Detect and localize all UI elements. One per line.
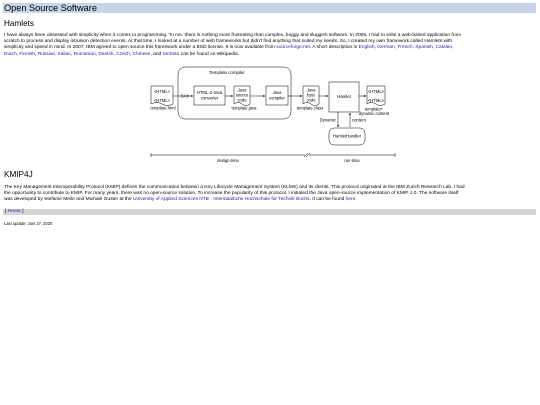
dynamic-label: Dynamic [319, 117, 336, 123]
lang-italian-link[interactable]: Italian [57, 51, 71, 57]
hamlets-heading: Hamlets [4, 19, 35, 28]
lang-spanish-link[interactable]: Spanish [415, 45, 433, 51]
kmip-here-link[interactable]: here [345, 197, 356, 203]
last-update: Last update: Juni 27, 2020 [4, 221, 53, 226]
template-compiler-label: Template compiler [209, 70, 245, 75]
sep: , and [150, 51, 162, 57]
sep: , [394, 45, 397, 51]
hamlets-line-3-after: . A short description in [309, 45, 358, 51]
converter-label-2: converter [200, 95, 219, 101]
lang-russian-link[interactable]: Russian [37, 51, 56, 57]
hamlets-line-1: I have always been obsessed with simplicity when it comes to programming. To me, there is nothing more frustrating than complex, buggy and sluggish software. In 2005, I had to write a web-based application from [4, 33, 462, 38]
sep: , [16, 51, 19, 57]
lang-catalan-link[interactable]: Catalan [435, 45, 453, 51]
html-tag-bottom: <HTML> [153, 98, 171, 103]
lang-romanian-link[interactable]: Romanian [73, 51, 96, 57]
page-title: Open Source Software [3, 3, 536, 13]
sax-label: SAX [180, 93, 190, 99]
lang-french-link[interactable]: French [397, 45, 413, 51]
home-link[interactable]: Home [7, 209, 21, 214]
java-source-1: Java [237, 87, 247, 93]
java-source-3: code [237, 97, 247, 103]
sep: , [70, 51, 73, 57]
lang-german-link[interactable]: German [377, 45, 395, 51]
sourceforge-link[interactable]: sourceforge.net [276, 45, 310, 51]
sep: , [113, 51, 115, 57]
kmip-line-3-end: . [355, 197, 357, 203]
lang-dutch-link[interactable]: Dutch [4, 51, 17, 57]
footer-nav-bar [3, 209, 536, 215]
run-time-label: run-time [344, 158, 360, 163]
sep: , [55, 51, 57, 57]
lang-danish-link[interactable]: Danish [98, 51, 114, 57]
dynamic-content-label: dynamic content [358, 111, 390, 116]
lang-finnish-link[interactable]: Finnish [19, 51, 35, 57]
kmip-heading: KMIP4J [4, 170, 33, 179]
java-bytecode-2: byte [307, 92, 315, 98]
lang-czech-link[interactable]: Czech [116, 51, 130, 57]
sep: , [432, 45, 435, 51]
out-html-top: <HTML> [367, 89, 385, 94]
java-source-2: source [235, 92, 249, 98]
kmip-line-3-mid: . It can be found [309, 197, 345, 203]
hamlet-label: Hamlet [337, 94, 351, 99]
kmip-line-1: The Key Management Interoperability Protocol (KMIP) defines the communication between a Key Lifecycle Management System (KLMS) and its clients. This protocol originated at the IBM Zurich Research Lab. I had [4, 185, 465, 190]
bracket-close: ] [20, 209, 24, 214]
java-compiler-1: Java [272, 90, 282, 95]
lang-chinese-link[interactable]: Chinese [132, 51, 151, 57]
hamlets-line-2: scratch to process and display intrusion detection events. At that time, I looked at a number of web frameworks but didn't find anything that suited my needs. So, I created my own framework called Hamlets with [4, 39, 453, 45]
java-bytecode-3: code [306, 97, 316, 103]
hamlets-line-4-end: can be found on Wikipedia. [180, 51, 240, 57]
lang-english-link[interactable]: English [358, 45, 375, 51]
kmip-paragraph [4, 185, 536, 204]
sep: , [374, 45, 376, 51]
kmip-line-2: the opportunity to contribute to KMIP. For many years, there was no open-source solution. To increase the popularity of this protocol, I initiated the Java open-source implementation of KMIP 1.0. The software itself [4, 191, 459, 197]
sep: , [412, 45, 414, 51]
template-plus-label: template+ [364, 106, 384, 112]
sep: , [452, 45, 454, 51]
kmip-line-3 [4, 197, 536, 203]
sep: , [129, 51, 132, 57]
hamlet-handler-label: HamletHandler [333, 133, 361, 139]
hamlets-line-3-text: simplicity and speed in mind. In 2007, IBM agreed to open source this framework under a BSD license. It is now available from [4, 45, 275, 51]
sep: , [95, 51, 98, 57]
template-class-label: template.class [296, 105, 324, 111]
template-java-label: template.java [231, 105, 257, 111]
sep: , [35, 51, 37, 57]
lang-serbian-link[interactable]: Serbian [162, 51, 180, 57]
design-time-label: design-time [217, 158, 239, 163]
hamlets-architecture-diagram [0, 0, 540, 170]
kmip-line-3-text: was developed by Stefanie Meile and Michael Guster at the [4, 197, 132, 203]
html-tag-top: <HTML> [153, 89, 171, 94]
out-html-bottom: <HTML> [367, 98, 385, 103]
template-html-label: template.html [150, 105, 176, 111]
university-link[interactable]: University of Applied Sciences NTB - Interstaatliche Hochschule für Technik Buchs [133, 197, 310, 203]
java-compiler-2: compiler [269, 95, 285, 101]
content-label: content [352, 117, 366, 123]
converter-label-1: HTML-2-Java [196, 90, 223, 95]
bracket-open: [ [5, 209, 8, 214]
java-bytecode-1: Java [306, 87, 316, 93]
